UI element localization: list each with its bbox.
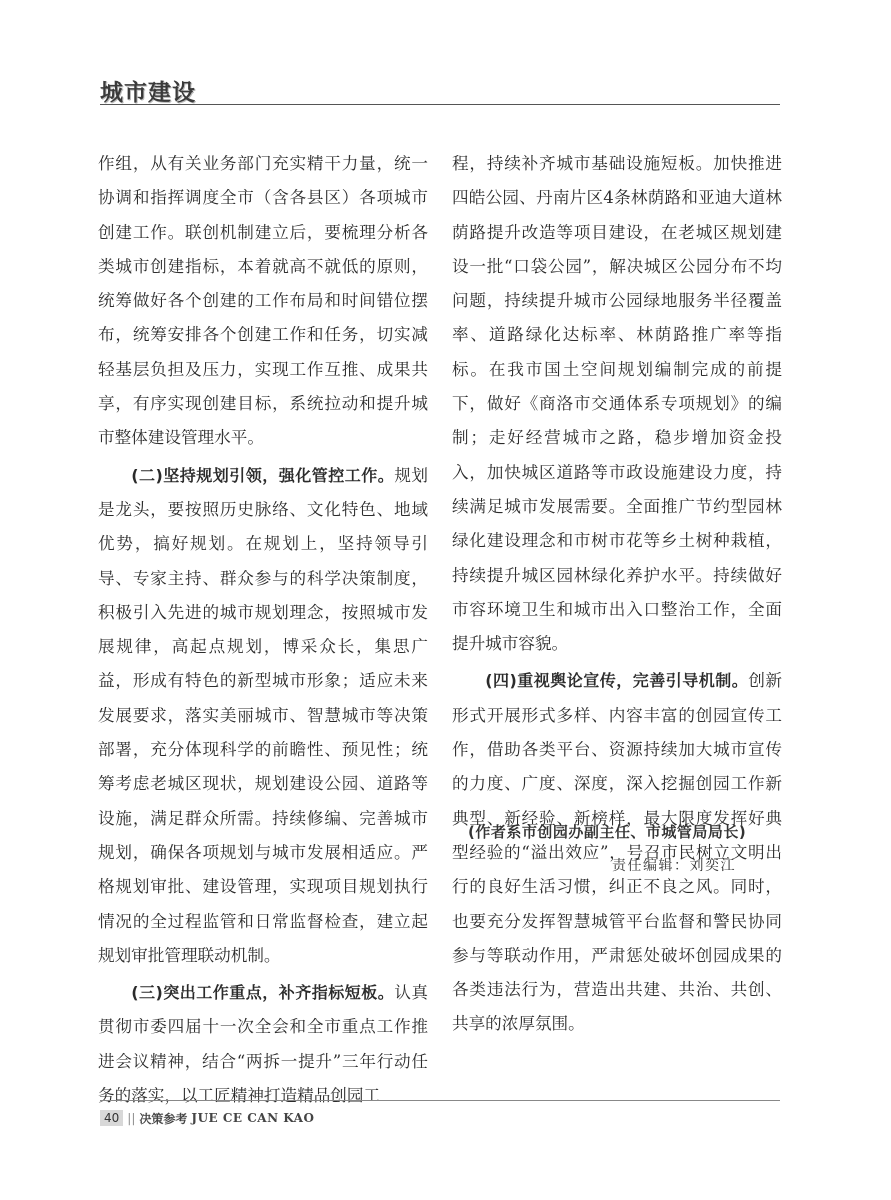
- publication-name: 决策参考: [139, 1111, 188, 1126]
- footer-rule: [100, 1100, 780, 1101]
- left-paragraph-1: 作组，从有关业务部门充实精干力量，统一协调和指挥调度全市（含各县区）各项城市创建工作。联创机制建立后，要梳理分析各类城市创建指标，本着就高不就低的原则，统筹做好各个创建的工作布局和时间错位摆布，统筹安排各个创建工作和任务，切实减轻基层负担及压力，实现工作互推、成果共享，有序实现创建目标，系统拉动和提升城市整体建设管理水平。: [98, 154, 428, 448]
- author-note: (作者系市创园办副主任、市城管局局长): [468, 823, 747, 841]
- right-column: [452, 147, 782, 1042]
- responsible-editor: 责任编辑：刘奕江: [612, 858, 736, 874]
- header-rule: [100, 104, 780, 105]
- right-paragraph-2: [452, 664, 782, 1041]
- publication-pinyin: JUE CE CAN KAO: [191, 1111, 315, 1125]
- right-paragraph-2-body: 创新形式开展形式多样、内容丰富的创园宣传工作，借助各类平台、资源持续加大城市宣传的力度、广度、深度，深入挖掘创园工作新典型、新经验、新榜样，最大限度发挥好典型经验的“溢出效应”，号召市民树立文明出行的良好生活习惯，纠正不良之风。同时，也要充分发挥智慧城管平台监督和警民协同参与等联动作用，严肃惩处破坏创园成果的各类违法行为，营造出共建、共治、共创、共享的浓厚氛围。: [452, 671, 782, 1034]
- left-paragraph-3-body: 认真贯彻市委四届十一次全会和全市重点工作推进会议精神，结合“两拆一提升”三年行动任务的落实，以工匠精神打造精品创园工: [98, 983, 428, 1106]
- page-footer: [100, 1108, 314, 1128]
- subheading-4: (四)重视舆论宣传，完善引导机制。: [485, 671, 749, 691]
- subheading-3: (三)突出工作重点，补齐指标短板。: [131, 983, 395, 1003]
- right-paragraph-1: 程，持续补齐城市基础设施短板。加快推进四皓公园、丹南片区4条林荫路和亚迪大道林荫路提升改造等项目建设，在老城区规划建设一批“口袋公园”，解决城区公园分布不均问题，持续提升城市公园绿地服务半径覆盖率、道路绿化达标率、林荫路推广率等指标。在我市国土空间规划编制完成的前提下，做好《商洛市交通体系专项规划》的编制；走好经营城市之路，稳步增加资金投入，加快城区道路等市政设施建设力度，持续满足城市发展需要。全面推广节约型园林绿化建设理念和市树市花等乡土树种栽植，持续提升城区园林绿化养护水平。持续做好市容环境卫生和城市出入口整治工作，全面提升城市容貌。: [452, 154, 782, 654]
- left-paragraph-2: [98, 459, 428, 973]
- left-paragraph-2-body: 规划是龙头，要按照历史脉络、文化特色、地域优势，搞好规划。在规划上，坚持领导引导、专家主持、群众参与的科学决策制度，积极引入先进的城市规划理念，按照城市发展规律，高起点规划，博采众长，集思广益，形成有特色的新型城市形象；适应未来发展要求，落实美丽城市、智慧城市等决策部署，充分体现科学的前瞻性、预见性；统筹考虑老城区现状，规划建设公园、道路等设施，满足群众所需。持续修编、完善城市规划，确保各项规划与城市发展相适应。严格规划审批、建设管理，实现项目规划执行情况的全过程监管和日常监督检查，建立起规划审批管理联动机制。: [98, 465, 428, 965]
- footer-separator: ||: [127, 1111, 136, 1125]
- section-title: 城市建设: [100, 80, 196, 106]
- page-number: 40: [100, 1110, 123, 1126]
- page-header: [100, 72, 780, 104]
- subheading-2: (二)坚持规划引领，强化管控工作。: [131, 465, 395, 485]
- left-column: [98, 147, 428, 1113]
- left-paragraph-3: [98, 976, 428, 1113]
